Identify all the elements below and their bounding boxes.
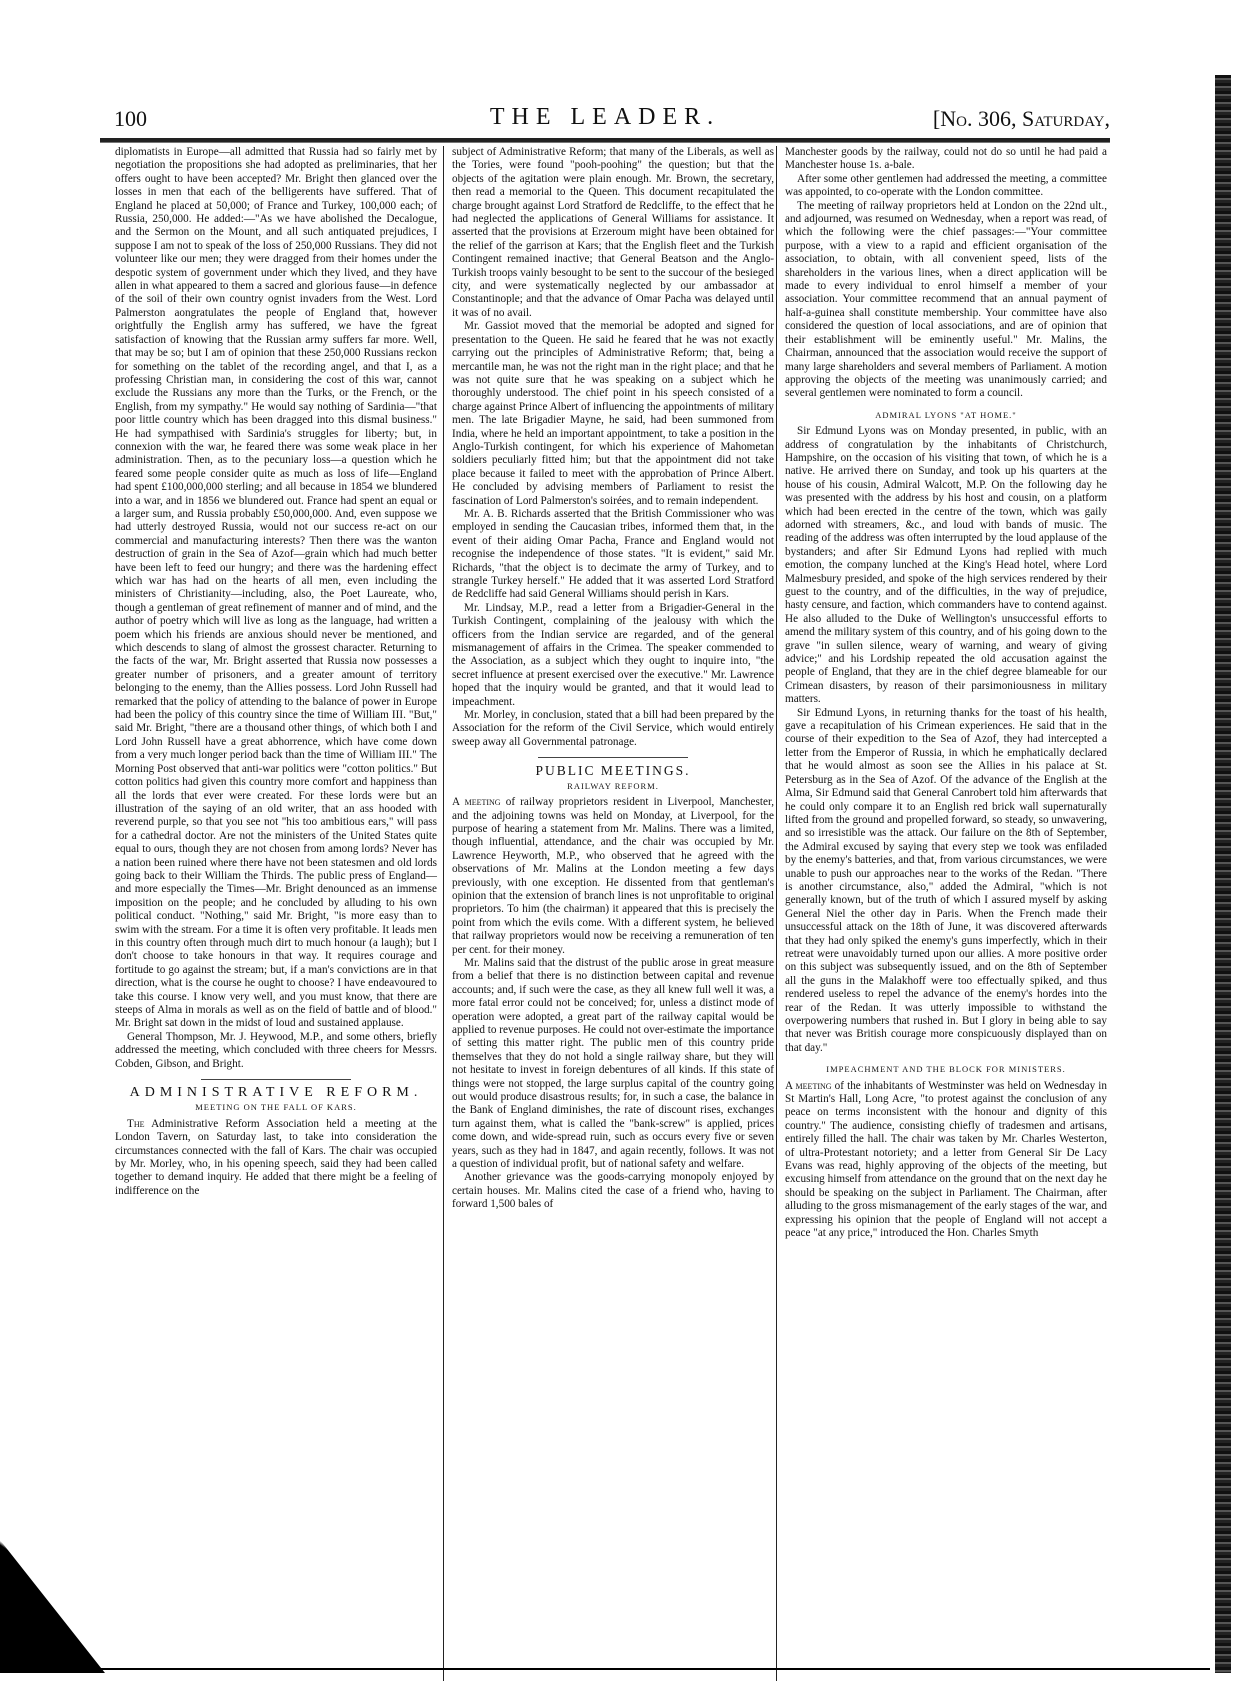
section-heading: PUBLIC MEETINGS.: [535, 763, 691, 779]
lead-word: The: [127, 1117, 145, 1130]
article-paragraph: Mr. A. B. Richards asserted that the British Commissioner who was employed in sending the Caucasian tribes, informed them that, in the event of their aiding Omar Pacha, France and England would not recognise the independence of those states. "It is evident," said Mr. Richards, "that the object is to decimate the army of Turkey, and to strangle Turkey herself." He added that it was asserted Lord Stratford de Redcliffe had said General Williams should perish in Kars.: [452, 507, 774, 601]
column-3: [785, 146, 1107, 1241]
section-heading: IMPEACHMENT AND THE BLOCK FOR MINISTERS.: [826, 1064, 1066, 1075]
section-rule: [201, 1079, 351, 1080]
article-paragraph: Mr. Morley, in conclusion, stated that a bill had been prepared by the Association for the reform of the Civil Service, which would entirely sweep away all Governmental patronage.: [452, 709, 774, 748]
article-paragraph: General Thompson, Mr. J. Heywood, M.P., and some others, briefly addressed the meeting, which concluded with three cheers for Messrs. Cobden, Gibson, and Bright.: [115, 1030, 437, 1070]
masthead: [100, 98, 1110, 132]
column-2: [452, 146, 774, 1212]
article-paragraph: Mr. Lindsay, M.P., read a letter from a Brigadier-General in the Turkish Contingent, complaining of the jealousy with which the officers from the Indian service are regarded, and of the general mismanagement of affairs in the Crimea. The speaker commended to the Association, as a subject which they ought to inquire into, "the secret influence at present exercised over the executive." Mr. Lawrence hoped that the inquiry would be granted, and that it would lead to impeachment.: [452, 601, 774, 708]
article-paragraph: [115, 1118, 437, 1198]
paragraph-text: of railway proprietors resident in Liverpool, Manchester, and the adjoining towns was held on Monday, at Liverpool, for the purpose of hearing a statement from Mr. Malins. There was a limited, though influential, attendance, and the chair was occupied by Mr. Lawrence Heyworth, M.P., who observed that he agreed with the observations of Mr. Malins at the London meeting a few days previously, with one exception. He dissented from that gentleman's opinion that the extension of branch lines is not unprofitable to original proprietors. To him (the chairman) it appeared that this is precisely the point from which the evils come. With a different system, he believed that railway proprietors would now be receiving a remuneration of ten per cent. for their money.: [452, 796, 775, 956]
article-paragraph: [785, 1080, 1107, 1241]
article-paragraph: [452, 796, 774, 957]
paragraph-text: of the inhabitants of Westminster was held on Wednesday in St Martin's Hall, Long Acre, "to protest against the conclusion of any peace on terms inconsistent with the honour and dignity of this country." The audience, consisting chiefly of tradesmen and artisans, entirely filled the hall. The chair was taken by Mr. Charles Westerton, of ultra-Protestant notoriety; and a letter from General Sir De Lacy Evans was read, highly approving of the objects of the meeting, but excusing himself from attendance on the ground that on the next day he should be speaking on the subject in Parliament. The Chairman, after alluding to the gross mismanagement of the early stages of the war, and expressing his opinion that the people of England will not accept a peace "at any price," introduced the Hon. Charles Smyth: [785, 1079, 1108, 1240]
section-subheading: RAILWAY REFORM.: [567, 780, 659, 791]
newspaper-title: THE LEADER.: [489, 104, 721, 130]
lead-word: A meeting: [785, 1079, 832, 1092]
article-paragraph: subject of Administrative Reform; that many of the Liberals, as well as the Tories, were found "pooh-poohing" the question; but that the objects of the agitation were plain enough. Mr. Brown, the secretary, then read a memorial to the Queen. This document recapitulated the charge brought against Lord Stratford de Redcliffe, to the effect that he had neglected the applications of General Williams for assistance. It asserted that the provisions at Erzeroum might have been obtained for the relief of the garrison at Kars; that the English fleet and the Turkish Contingent remained inactive; that General Beatson and the Anglo-Turkish troops vainly besought to be sent to the succour of the besieged city, and were systematically neglected by our ambassador at Constantinople; and that the advance of Omar Pacha was delayed until it was of no avail.: [452, 146, 774, 319]
lead-word: A meeting: [452, 796, 501, 809]
article-paragraph: Manchester goods by the railway, could not do so until he had paid a Manchester house 1s. a-bale.: [785, 146, 1107, 172]
article-paragraph: diplomatists in Europe—all admitted that Russia had so fairly met by negotiation the propositions she had adopted as preliminaries, that her offers ought to have been accepted? Mr. Bright then glanced over the losses in men that each of the belligerents have suffered. That of England he placed at 50,000; of France and Turkey, 100,000 each; of Russia, 250,000. He added:—"As we have abolished the Decalogue, and the Sermon on the Mount, and all such antiquated prejudices, I suppose I am not to speak of the loss of 250,000 Russians. They did not volunteer like our men; they were dragged from their homes under the despotic system of government under which they lived, and they have allen in what appeared to them a sacred and glorious fause—in defence of the soil of their own country ognist invaders from the West. Lord Palmerston aongratulates the people of England that, however orightfully the English army has suffered, we have the fgreat satisfaction of knowing that the Russian army suffers far more. Well, that may be so; but I am of opinion that these 250,000 Russians reckon for something on the tablet of the recording angel, and that I, as a professing Christian man, in considering the cost of this war, cannot exclude the Russians any more than the Turks, or the French, or the English, from my sympathy." He would say nothing of Sardinia—"that poor little country which has been dragged into this dismal business." He had sympathised with Sardinia's struggles for liberty; but, in connexion with the war, he feared there was some weak place in her administration. Then, as to the pecuniary loss—a question which he feared some people consider quite as much as loss of life—England had spent £100,000,000 sterling; and all because in 1854 we blundered into a war, and in 1856 we blundered out. France had spent an equal or a larger sum, and Russia probably £50,000,000. And, even suppose we had utterly destroyed Russia, would not our success re-act on our commercial and manufacturing interests? Then there was the wanton destruction of grain in the Sea of Azof—grain which had much better have been left to feed our hungry; and there was the hardening effect which war has had on the hearts of all men, even including the ministers of Christianity—including, also, the Poet Laureate, who, though a gentleman of great refinement of manner and of mind, and the author of poetry which will live as long as the language, had written a poem which his friends are anxious should never be mentioned, and which descends to slang of almost the grossest character. Returning to the facts of the war, Mr. Bright asserted that Russia now possesses a greater number of prisoners, and a greater amount of territory belonging to the enemy, than the Allies possess. Lord John Russell had remarked that the policy of attending to the balance of power in Europe had been the policy of this country since the time of William III. "But," said Mr. Bright, "there are a thousand other things, of which both I and Lord John Russell have a great abhorrence, which have come down from a very much longer period back than the time of William III." The Morning Post observed that anti-war politics were "cotton politics." But cotton politics had given this country more comfort and happiness than all the lords that ever were created. For these lords were but an illustration of the saying of an old writer, that an ass hooded with reverend purple, so that you see not "his too ambitious ears," will pass for a cathedral doctor. Are not the ministers of the United States quite equal to ours, though they are not chosen from among lords? Never has a nation been ruined where there have not been statesmen and old lords going back to their William the Thirds. The public press of England—and more especially the Times—Mr. Bright denounced as an immense imposition on the people; and he concluded by alluding to his own political conduct. "Nothing," said Mr. Bright, "is more easy than to swim with the stream. For a time it is often very profitable. It leads men in this country often through much dirt to much honour (a laugh); but I don't choose to take honours in that way. It requires courage and fortitude to go against the stream; but, if a man's convictions are in that direction, what is the course he ought to choose? I have endeavoured to take this course. I know very well, and you must know, that there are steeps of Alma in morals as well as on the field of battle and of blood." Mr. Bright sat down in the midst of loud and sustained applause.: [115, 146, 437, 1030]
article-paragraph: After some other gentlemen had addressed the meeting, a committee was appointed, to co-operate with the London committee.: [785, 172, 1107, 199]
article-paragraph: The meeting of railway proprietors held at London on the 22nd ult., and adjourned, was resumed on Wednesday, when a report was read, of which the following were the chief passages:—"Your committee purpose, with a view to a rapid and efficient organisation of the association, to obtain, with all convenient speed, lists of the shareholders in the various lines, when a direct application will be made to every individual to enrol himself a member of your association. Your committee recommend that an annual payment of half-a-guinea shall constitute membership. Your committee have also considered the question of local associations, and are of opinion that their establishment will be eminently useful." Mr. Malins, the Chairman, announced that the association would receive the support of many large shareholders and several members of Parliament. A motion approving the objects of the meeting was unanimously carried; and several gentlemen were nominated to form a council.: [785, 199, 1107, 400]
section-rule: [538, 757, 688, 758]
issue-date: [No. 306, Saturday,: [932, 106, 1110, 131]
page-number: 100: [114, 106, 147, 131]
header-rule: [100, 138, 1110, 143]
paragraph-text: Administrative Reform Association held a meeting at the London Tavern, on Saturday last, to take into consideration the circumstances connected with the fall of Kars. The chair was occupied by Mr. Morley, who, in his opening speech, said they had been called together to demand inquiry. He added that there might be a feeling of indifference on the: [115, 1117, 438, 1197]
page-binding-edge: [1215, 75, 1231, 1673]
scan-corner-shadow: [0, 1540, 420, 1673]
column-divider: [443, 146, 444, 1681]
article-paragraph: Sir Edmund Lyons was on Monday presented, in public, with an address of congratulation by the inhabitants of Christchurch, Hampshire, on the occasion of his visiting that town, of which he is a native. He arrived there on Sunday, and took up his quarters at the house of his cousin, Admiral Walcott, M.P. On the following day he was presented with the address by his host and cousin, on a platform which had been erected in the centre of the town, which was gaily adorned with streamers, &c., and loud with bands of music. The reading of the address was often interrupted by the loud applause of the bystanders; and after Sir Edmund Lyons had replied with much emotion, the company lunched at the King's Head hotel, where Lord Malmesbury presided, and spoke of the high services rendered by their guest to the country, and of the difficulties, in the way of prejudice, hasty censure, and faction, which commanders have to contend against. He also alluded to the Duke of Wellington's unsuccessful efforts to amend the military system of this country, and of his going down to the grave "in sullen silence, weary of warning, and weary of giving advice;" and his Lordship repeated the old accusation against the people of England, that they are in the chief degree blameable for our Crimean disasters, by reason of their parsimoniousness in military matters.: [785, 425, 1107, 706]
page-bottom-edge: [90, 1668, 1210, 1670]
section-heading: ADMIRAL LYONS "AT HOME.": [875, 409, 1017, 420]
column-divider: [776, 146, 777, 1681]
article-paragraph: Another grievance was the goods-carrying monopoly enjoyed by certain houses. Mr. Malins cited the case of a friend who, having to forward 1,500 bales of: [452, 1171, 774, 1211]
section-heading: ADMINISTRATIVE REFORM.: [129, 1085, 423, 1101]
article-paragraph: Sir Edmund Lyons, in returning thanks for the toast of his health, gave a recapitulation of his Crimean experiences. He said that in the course of their expedition to the Sea of Azof, they had intercepted a letter from the Emperor of Russia, in which he emphatically declared that he would almost as soon see the Allies in his palace at St. Petersburg as in the Sea of Azof. Of the advance of the English at the Alma, Sir Edmund said that General Canrobert told him afterwards that he could only compare it to an English red brick wall supernaturally lifted from the ground and propelled forward, so steady, so unwavering, and so irresistible was the attack. Our failure on the 8th of September, the Admiral excused by saying that every step we took was enfiladed by the enemy's batteries, and that, from various circumstances, we were unable to push our approaches near to the works of the Redan. "There is another circumstance, also," added the Admiral, "which is not generally known, but of the truth of which I assured myself by asking General Niel the other day in Paris. When the French made their unsuccessful attack on the 18th of June, it was discovered afterwards that they had only spiked the enemy's guns imperfectly, which in their retreat were unavoidably turned upon our allies. A more positive order on this subject was subsequently issued, and on the 8th of September all the guns in the Malakhoff were too effectually spiked, and thus rendered useless to repel the advance of the enemy's hordes into the rear of the Redan. It was utterly impossible to withstand the overpowering numbers that rushed in. But I glory in being able to say that never was British courage more conspicuously displayed than on that day.": [785, 706, 1107, 1054]
section-subheading: MEETING ON THE FALL OF KARS.: [195, 1102, 357, 1113]
article-paragraph: Mr. Gassiot moved that the memorial be adopted and signed for presentation to the Queen. He said he feared that he was not exactly carrying out the principles of Administrative Reform; that, being a mercantile man, he was not the right man in the right place; and that he was not quite sure that he was speaking on a subject which he thoroughly understood. The chief point in his speech consisted of a charge against Prince Albert of influencing the appointments of military men. The late Brigadier Mayne, he said, had been summoned from India, where he held an important appointment, to take a position in the Anglo-Turkish contingent, for which his experience of Mahometan soldiers peculiarly fitted him; but that the appointment did not take place because it failed to meet with the approbation of Prince Albert. He concluded by advising members of Parliament to resist the fascination of Lord Palmerston's soirées, and to remain independent.: [452, 320, 774, 507]
column-1: [115, 146, 437, 1198]
article-paragraph: Mr. Malins said that the distrust of the public arose in great measure from a belief that there is no distinction between capital and revenue accounts; and, if such were the case, as they all knew full well it was, a more fatal error could not be conceived; for, unless a distinct mode of operation were adopted, a great part of the railway capital would be applied to revenue purposes. He could not over-estimate the importance of setting this matter right. The public men of this country pride themselves that they do not hold a single railway share, but they will not hesitate to invest in foreign debentures of all kinds. If this state of things were not stopped, the large surplus capital of the country going out would produce disastrous results; for, in such a case, the balance in the Bank of England diminishes, the rate of discount rises, exchanges turn against them, what is called the "bank-screw" is applied, prices come down, and wide-spread ruin, such as occurs every five or seven years, such as they had in 1847, and again recently, follows. It was not a question of individual profit, but of national safety and welfare.: [452, 956, 774, 1171]
